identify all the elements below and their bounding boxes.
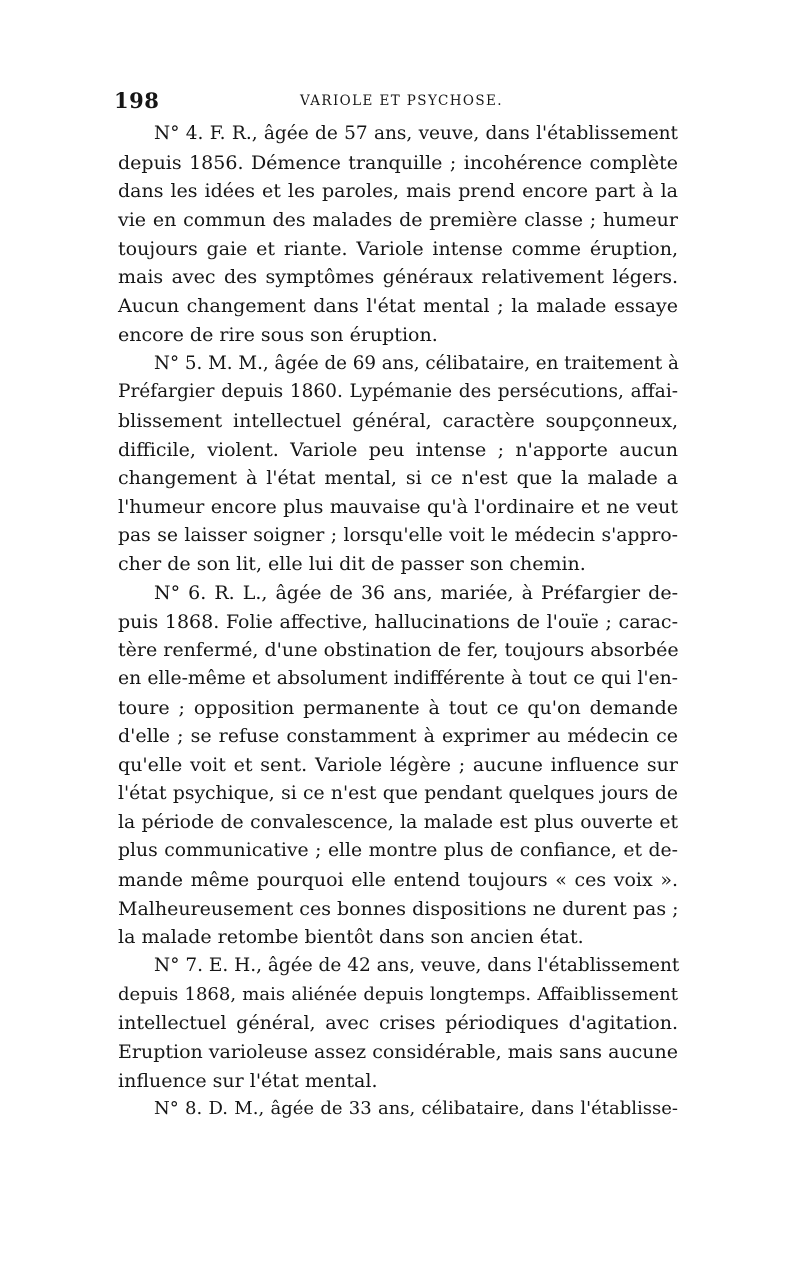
text-line: plus communicative ; elle montre plus de confiance, et de- <box>118 840 678 862</box>
text-line: la période de convalescence, la malade est plus ouverte et <box>118 811 678 833</box>
text-line: Préfargier depuis 1860. Lypémanie des persécutions, affai- <box>118 381 678 403</box>
text-line: pas se laisser soigner ; lorsqu'elle voit le médecin s'appro- <box>118 524 678 546</box>
text-line: encore de rire sous son éruption. <box>118 323 438 346</box>
text-line: puis 1868. Folie affective, hallucinations de l'ouïe ; carac- <box>118 610 678 633</box>
body-text <box>118 120 678 1124</box>
text-line: Aucun changement dans l'état mental ; la malade essaye <box>118 295 678 318</box>
text-line: en elle-même et absolument indifférente à tout ce qui l'en- <box>118 668 678 690</box>
text-line: d'elle ; se refuse constamment à exprimer au médecin ce <box>118 725 678 748</box>
text-line: Malheureusement ces bonnes dispositions ne durent pas ; <box>118 897 679 920</box>
text-line: la malade retombe bientôt dans son ancien état. <box>118 926 584 949</box>
text-line: mais avec des symptômes généraux relativement légers. <box>118 266 678 289</box>
text-line: depuis 1868, mais aliénée depuis longtemps. Affaiblissement <box>118 983 678 1005</box>
text-line: intellectuel général, avec crises périodiques d'agitation. <box>118 1012 678 1035</box>
text-line: changement à l'état mental, si ce n'est que la malade a <box>118 467 678 490</box>
text-line: toujours gaie et riante. Variole intense comme éruption, <box>118 237 678 260</box>
page-number: 198 <box>114 88 160 113</box>
text-line: vie en commun des malades de première classe ; humeur <box>118 209 678 232</box>
page-header <box>114 88 682 118</box>
text-line: toure ; opposition permanente à tout ce qu'on demande <box>118 696 678 719</box>
text-line: N° 4. F. R., âgée de 57 ans, veuve, dans l'établissement <box>154 123 678 144</box>
text-line: blissement intellectuel général, caractère soupçonneux, <box>118 409 678 432</box>
text-line: N° 7. E. H., âgée de 42 ans, veuve, dans l'établissement <box>154 954 680 976</box>
text-line: N° 6. R. L., âgée de 36 ans, mariée, à Préfargier de- <box>154 582 678 604</box>
text-line: influence sur l'état mental. <box>118 1069 378 1092</box>
text-line: difficile, violent. Variole peu intense ; n'apporte aucun <box>118 438 678 461</box>
text-line: Eruption varioleuse assez considérable, mais sans aucune <box>118 1041 678 1063</box>
text-line: depuis 1856. Démence tranquille ; incohérence complète <box>118 151 678 174</box>
text-line: l'état psychique, si ce n'est que pendant quelques jours de <box>118 782 678 804</box>
running-title: VARIOLE ET PSYCHOSE. <box>300 93 503 109</box>
text-line: N° 8. D. M., âgée de 33 ans, célibataire, dans l'établisse- <box>154 1098 678 1120</box>
text-line: l'humeur encore plus mauvaise qu'à l'ordinaire et ne veut <box>118 495 678 518</box>
text-line: qu'elle voit et sent. Variole légère ; aucune influence sur <box>118 754 678 777</box>
text-line: tère renfermé, d'une obstination de fer, toujours absorbée <box>118 639 679 662</box>
text-line: N° 5. M. M., âgée de 69 ans, célibataire, en traitement à <box>154 352 679 374</box>
text-line: mande même pourquoi elle entend toujours « ces voix ». <box>118 868 678 891</box>
text-line: dans les idées et les paroles, mais prend encore part à la <box>118 180 678 203</box>
text-line: cher de son lit, elle lui dit de passer son chemin. <box>118 553 586 576</box>
